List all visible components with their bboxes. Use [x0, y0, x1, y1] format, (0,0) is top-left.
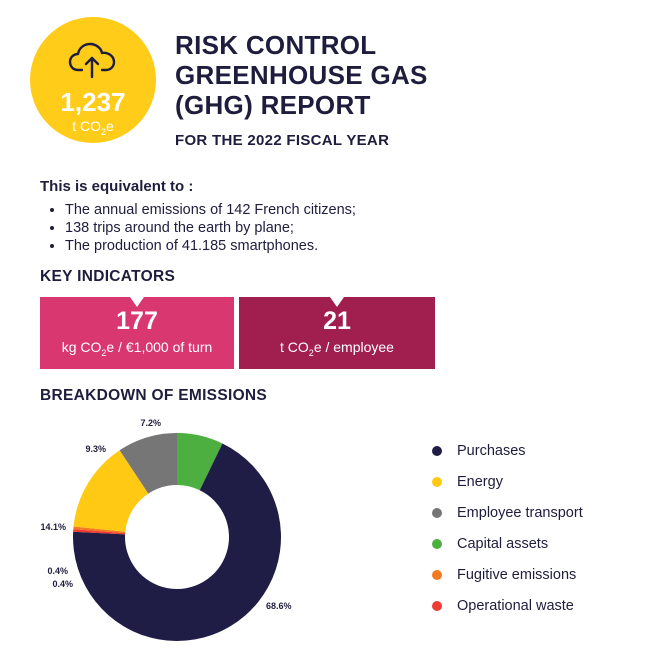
legend-label: Energy	[457, 474, 503, 490]
legend-swatch	[432, 477, 442, 487]
legend-label: Fugitive emissions	[457, 567, 577, 583]
pointer-icon	[130, 297, 144, 307]
legend-swatch	[432, 508, 442, 518]
legend-label: Employee transport	[457, 505, 583, 521]
equivalent-list	[47, 201, 356, 255]
data-label-energy: 14.1%	[40, 522, 66, 532]
key-indicators-heading: KEY INDICATORS	[40, 268, 176, 285]
kpi-card-employee	[239, 297, 435, 369]
data-label-capital-assets: 7.2%	[140, 418, 161, 428]
report-title-line: RISK CONTROL	[175, 30, 377, 60]
report-subtitle: FOR THE 2022 FISCAL YEAR	[175, 132, 390, 149]
report-title-line: (GHG) REPORT	[175, 90, 371, 120]
legend-swatch	[432, 446, 442, 456]
data-label-employee-transport: 9.3%	[85, 444, 106, 454]
kpi-card-turnover	[40, 297, 234, 369]
legend-label: Operational waste	[457, 598, 574, 614]
total-emissions-value: 1,237	[60, 87, 126, 117]
kpi-value: 177	[116, 307, 158, 335]
legend-label: Capital assets	[457, 536, 549, 552]
breakdown-heading: BREAKDOWN OF EMISSIONS	[40, 387, 268, 404]
equivalent-item: • The production of 41.185 smartphones.	[65, 237, 356, 255]
data-label-operational-waste: 0.4%	[52, 579, 73, 589]
pointer-icon	[330, 297, 344, 307]
report-title-line: GREENHOUSE GAS	[175, 60, 428, 90]
total-emissions-badge	[30, 17, 156, 143]
legend-swatch	[432, 539, 442, 549]
cloud-upload-icon	[68, 41, 118, 81]
legend-swatch	[432, 601, 442, 611]
data-label-purchases: 68.6%	[266, 601, 292, 611]
kpi-label: t $CO_2e$ / employee	[280, 339, 394, 358]
legend-swatch	[432, 570, 442, 580]
kpi-value: 21	[323, 307, 351, 335]
equivalent-heading: This is equivalent to :	[40, 178, 194, 195]
equivalent-item: • The annual emissions of 142 French citizens;	[65, 201, 356, 219]
report-title	[175, 30, 495, 120]
data-label-fugitive-emissions: 0.4%	[47, 566, 68, 576]
kpi-label: kg $CO_2e$ / €1,000 of turn	[61, 339, 213, 358]
legend-label: Purchases	[457, 443, 526, 459]
equivalent-item: • 138 trips around the earth by plane;	[65, 219, 356, 237]
emissions-donut-chart	[0, 410, 420, 655]
total-emissions-unit: t $CO_2e$	[72, 118, 114, 137]
